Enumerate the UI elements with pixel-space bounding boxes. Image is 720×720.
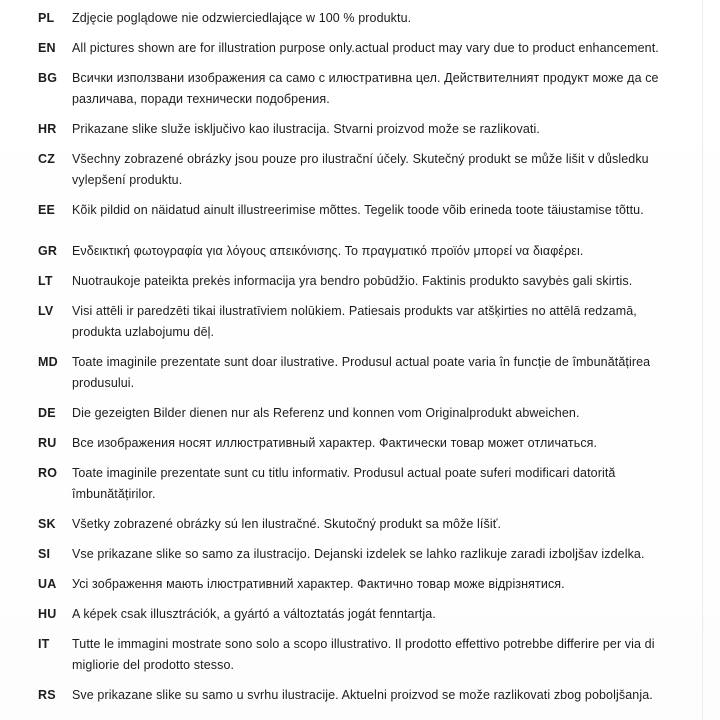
language-code: RS xyxy=(38,688,56,702)
language-code: SK xyxy=(38,517,56,531)
language-code: EE xyxy=(38,203,56,217)
disclaimer-text: Zdjęcie poglądowe nie odzwierciedlające w 100 % produktu. xyxy=(72,11,412,25)
disclaimer-row xyxy=(38,119,674,140)
disclaimer-row xyxy=(38,514,674,535)
language-code: MD xyxy=(38,355,58,369)
disclaimer-text: Všechny zobrazené obrázky jsou pouze pro ilustrační účely. Skutečný produkt se může lišit v důsledku vylepšení produktu. xyxy=(72,152,649,187)
language-code: DE xyxy=(38,406,56,420)
disclaimer-row xyxy=(38,149,674,191)
language-code: EN xyxy=(38,41,56,55)
disclaimer-row xyxy=(38,634,674,676)
disclaimer-text: Tutte le immagini mostrate sono solo a scopo illustrativo. Il prodotto effettivo potrebbe differire per via di migliorie del prodotto stesso. xyxy=(72,637,655,672)
disclaimer-row xyxy=(38,685,674,706)
language-code: CZ xyxy=(38,152,56,166)
disclaimer-row xyxy=(38,544,674,565)
disclaimer-row xyxy=(38,8,674,29)
disclaimer-row xyxy=(38,403,674,424)
language-code: LV xyxy=(38,304,54,318)
disclaimer-text: A képek csak illusztrációk, a gyártó a változtatás jogát fenntartja. xyxy=(72,607,436,621)
disclaimer-row xyxy=(38,574,674,595)
language-code: UA xyxy=(38,577,57,591)
language-code: LT xyxy=(38,274,53,288)
language-code: BG xyxy=(38,71,58,85)
disclaimer-text: Toate imaginile prezentate sunt cu titlu informativ. Produsul actual poate suferi modificari datorită îmbunătățirilor. xyxy=(72,466,616,501)
disclaimer-row xyxy=(38,200,674,221)
disclaimer-text: Vse prikazane slike so samo za ilustracijo. Dejanski izdelek se lahko razlikuje zaradi izboljšav izdelka. xyxy=(72,547,645,561)
language-code: IT xyxy=(38,637,50,651)
language-code: SI xyxy=(38,547,51,561)
disclaimer-row xyxy=(38,38,674,59)
disclaimer-row xyxy=(38,433,674,454)
disclaimer-text: Nuotraukoje pateikta prekės informacija yra bendro pobūdžio. Faktinis produkto savybės gali skirtis. xyxy=(72,274,633,288)
language-code: GR xyxy=(38,244,58,258)
disclaimer-row xyxy=(38,604,674,625)
disclaimer-text: Усі зображення мають ілюстративний характер. Фактично товар може відрізнятися. xyxy=(72,577,565,591)
language-code: RU xyxy=(38,436,57,450)
disclaimer-text: Sve prikazane slike su samo u svrhu ilustracije. Aktuelni proizvod se može razlikovati zbog poboljšanja. xyxy=(72,688,653,702)
disclaimer-list xyxy=(38,8,674,706)
disclaimer-text: Všetky zobrazené obrázky sú len ilustračné. Skutočný produkt sa môže líšiť. xyxy=(72,517,502,531)
language-code: HR xyxy=(38,122,57,136)
disclaimer-row xyxy=(38,352,674,394)
disclaimer-text: Всички използвани изображения са само с илюстративна цел. Действителният продукт може да се различава, поради технически подобрения. xyxy=(72,71,659,106)
disclaimer-row xyxy=(38,463,674,505)
disclaimer-text: Kõik pildid on näidatud ainult illustreerimise mõttes. Tegelik toode võib erineda toote täiustamise tõttu. xyxy=(72,203,644,217)
disclaimer-text: Visi attēli ir paredzēti tikai ilustratīviem nolūkiem. Patiesais produkts var atšķirties no attēlā redzamā, produkta uzlabojumu dēļ. xyxy=(72,304,637,339)
disclaimer-text: Die gezeigten Bilder dienen nur als Referenz und konnen vom Originalprodukt abweichen. xyxy=(72,406,580,420)
disclaimer-row xyxy=(38,68,674,110)
language-code: RO xyxy=(38,466,58,480)
language-code: PL xyxy=(38,11,55,25)
disclaimer-row xyxy=(38,301,674,343)
language-code: HU xyxy=(38,607,57,621)
disclaimer-row xyxy=(38,271,674,292)
disclaimer-text: Toate imaginile prezentate sunt doar ilustrative. Produsul actual poate varia în funcție de îmbunătățirea produsului. xyxy=(72,355,651,390)
disclaimer-text: Ενδεικτική φωτογραφία για λόγους απεικόνισης. Το πραγματικό προϊόν μπορεί να διαφέρει. xyxy=(72,244,584,258)
disclaimer-text: Prikazane slike služe isključivo kao ilustracija. Stvarni proizvod može se razlikovati. xyxy=(72,122,540,136)
scan-artifact-line xyxy=(702,0,703,720)
disclaimer-text: Все изображения носят иллюстративный характер. Фактически товар может отличаться. xyxy=(72,436,598,450)
disclaimer-row xyxy=(38,241,674,262)
disclaimer-text: All pictures shown are for illustration purpose only.actual product may vary due to product enhancement. xyxy=(72,41,659,55)
